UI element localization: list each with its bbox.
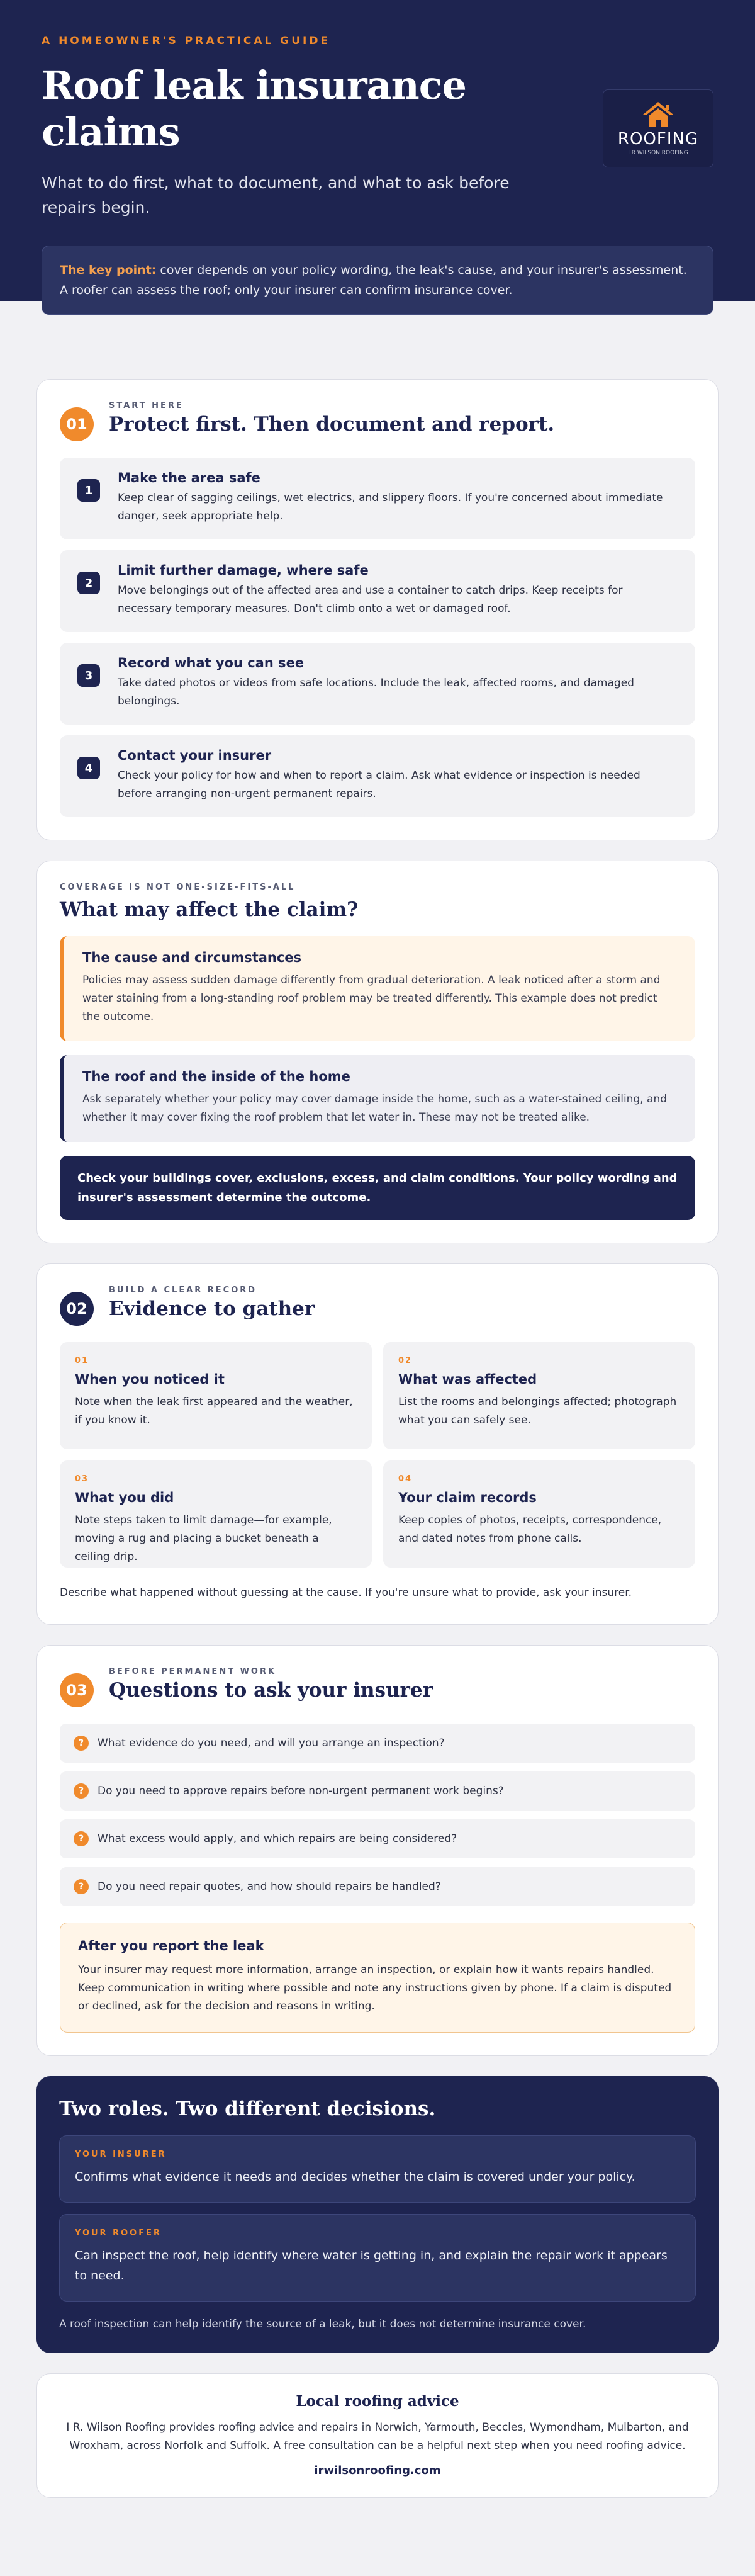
section-protect-first xyxy=(36,379,719,840)
after-report-text: Your insurer may request more information, arrange an inspection, or explain how it wants repairs handled. Keep communication in writing where possible and note any instructions given by phone. If a claim is disputed or declined, ask for the decision and reasons in writing. xyxy=(78,1963,672,2013)
evidence-number: 04 xyxy=(398,1474,413,1484)
question-mark-icon: ? xyxy=(74,1879,89,1894)
section-title: Protect first. Then document and report. xyxy=(109,413,555,436)
coverage-box-text: Policies may assess sudden damage differently from gradual deterioration. A leak noticed after a storm and water staining from a long-standing roof problem may be treated differently. This example does not predict the outcome. xyxy=(82,974,661,1023)
section-header xyxy=(60,401,695,441)
section-kicker: COVERAGE IS NOT ONE-SIZE-FITS-ALL xyxy=(60,883,296,892)
evidence-text: List the rooms and belongings affected; photograph what you can safely see. xyxy=(398,1396,677,1426)
coverage-box-title: The cause and circumstances xyxy=(82,950,302,965)
page-title: Roof leak insurance claims xyxy=(42,62,466,155)
question-item xyxy=(60,1724,695,1763)
section-title: What may affect the claim? xyxy=(60,898,359,921)
coverage-box-text: Ask separately whether your policy may cover damage inside the home, such as a water-stained ceiling, and whether it may cover fixing the roof problem that let water in. These may not be treated alike. xyxy=(82,1093,668,1124)
roles-note: A roof inspection can help identify the source of a leak, but it does not determine insurance cover. xyxy=(59,2318,586,2330)
after-report-box xyxy=(60,1923,695,2033)
evidence-item xyxy=(60,1342,372,1449)
step-text: Move belongings out of the affected area and use a container to catch drips. Keep receipts for necessary temporary measures. Don't climb onto a wet or damaged roof. xyxy=(118,584,623,615)
evidence-item xyxy=(383,1342,695,1449)
step-item xyxy=(60,550,695,632)
role-insurer xyxy=(59,2135,696,2203)
local-text: I R. Wilson Roofing provides roofing advice and repairs in Norwich, Yarmouth, Beccles, Wymondham, Mulbarton, and Wroxham, across Norfolk and Suffolk. A free consultation can be a helpful next step when you need roofing advice. xyxy=(66,2421,689,2452)
step-text: Check your policy for how and when to report a claim. Ask what evidence or inspection is needed before arranging non-urgent permanent repairs. xyxy=(118,769,640,800)
section-evidence xyxy=(36,1263,719,1625)
question-text: Do you need repair quotes, and how should repairs be handled? xyxy=(98,1880,441,1893)
logo-tagline: I R WILSON ROOFING xyxy=(628,150,688,156)
step-item xyxy=(60,643,695,725)
question-mark-icon: ? xyxy=(74,1736,89,1751)
key-point-callout xyxy=(42,246,713,315)
step-item xyxy=(60,735,695,817)
step-number: 1 xyxy=(77,479,100,502)
house-roof-icon xyxy=(640,101,676,128)
key-point-label: The key point: xyxy=(60,263,157,277)
section-kicker: BUILD A CLEAR RECORD xyxy=(109,1285,257,1295)
website-link[interactable]: irwilsonroofing.com xyxy=(314,2464,441,2477)
evidence-text: Keep copies of photos, receipts, correspondence, and dated notes from phone calls. xyxy=(398,1514,662,1545)
evidence-number: 02 xyxy=(398,1356,413,1365)
step-title: Make the area safe xyxy=(118,470,260,485)
logo-wordmark: ROOFING xyxy=(617,130,699,149)
coverage-banner: Check your buildings cover, exclusions, excess, and claim conditions. Your policy wording and insurer's assessment determine the outcome. xyxy=(60,1156,695,1220)
page-subtitle: What to do first, what to document, and what to ask before repairs begin. xyxy=(42,174,510,217)
question-mark-icon: ? xyxy=(74,1831,89,1846)
step-title: Limit further damage, where safe xyxy=(118,563,369,578)
step-item xyxy=(60,458,695,539)
local-title: Local roofing advice xyxy=(296,2393,459,2410)
evidence-title: Your claim records xyxy=(398,1490,537,1505)
company-logo xyxy=(603,89,713,167)
section-header xyxy=(60,1285,695,1326)
section-two-roles xyxy=(36,2076,719,2353)
role-label: YOUR ROOFER xyxy=(75,2229,162,2238)
step-title: Contact your insurer xyxy=(118,748,272,763)
question-item xyxy=(60,1867,695,1906)
evidence-item xyxy=(383,1460,695,1568)
steps-list xyxy=(60,458,695,817)
section-coverage xyxy=(36,861,719,1243)
main-content xyxy=(0,301,755,2498)
step-text: Keep clear of sagging ceilings, wet electrics, and slippery floors. If you're concerned about immediate danger, seek appropriate help. xyxy=(118,492,663,523)
page-header xyxy=(0,0,755,301)
question-mark-icon: ? xyxy=(74,1783,89,1799)
section-questions xyxy=(36,1645,719,2056)
coverage-home-box xyxy=(60,1055,695,1142)
evidence-title: What you did xyxy=(75,1490,174,1505)
question-text: What excess would apply, and which repairs are being considered? xyxy=(98,1833,457,1845)
section-number-badge: 03 xyxy=(60,1673,94,1707)
question-item xyxy=(60,1771,695,1811)
role-text: Can inspect the roof, help identify where water is getting in, and explain the repair work it appears to need. xyxy=(75,2249,668,2283)
step-number: 3 xyxy=(77,664,100,687)
questions-list xyxy=(60,1724,695,1906)
role-text: Confirms what evidence it needs and decides whether the claim is covered under your policy. xyxy=(75,2170,635,2184)
evidence-grid xyxy=(60,1342,695,1568)
section-kicker: START HERE xyxy=(109,401,184,410)
key-point-text: cover depends on your policy wording, the leak's cause, and your insurer's assessment. A roofer can assess the roof; only your insurer can confirm insurance cover. xyxy=(60,263,687,297)
section-title: Questions to ask your insurer xyxy=(109,1679,433,1702)
role-label: YOUR INSURER xyxy=(75,2150,167,2159)
question-item xyxy=(60,1819,695,1858)
section-title: Evidence to gather xyxy=(109,1297,315,1320)
evidence-number: 01 xyxy=(75,1356,89,1365)
coverage-cause-box xyxy=(60,936,695,1041)
step-number: 2 xyxy=(77,572,100,594)
evidence-number: 03 xyxy=(75,1474,89,1484)
section-number-badge: 01 xyxy=(60,407,94,441)
evidence-text: Note when the leak first appeared and the weather, if you know it. xyxy=(75,1396,353,1426)
evidence-item xyxy=(60,1460,372,1568)
coverage-box-title: The roof and the inside of the home xyxy=(82,1069,350,1084)
section-kicker: BEFORE PERMANENT WORK xyxy=(109,1667,277,1676)
evidence-title: What was affected xyxy=(398,1372,537,1387)
role-roofer xyxy=(59,2214,696,2302)
question-text: What evidence do you need, and will you arrange an inspection? xyxy=(98,1737,445,1749)
question-text: Do you need to approve repairs before non-urgent permanent work begins? xyxy=(98,1785,504,1797)
after-report-title: After you report the leak xyxy=(78,1938,264,1953)
section-local-advice xyxy=(36,2373,719,2498)
step-title: Record what you can see xyxy=(118,655,305,670)
step-number: 4 xyxy=(77,757,100,779)
evidence-title: When you noticed it xyxy=(75,1372,225,1387)
header-eyebrow: A HOMEOWNER'S PRACTICAL GUIDE xyxy=(42,35,331,47)
section-number-badge: 02 xyxy=(60,1292,94,1326)
evidence-note: Describe what happened without guessing at the cause. If you're unsure what to provide, ask your insurer. xyxy=(60,1586,632,1599)
step-text: Take dated photos or videos from safe locations. Include the leak, affected rooms, and damaged belongings. xyxy=(118,677,634,708)
section-title: Two roles. Two different decisions. xyxy=(59,2098,436,2120)
section-header xyxy=(60,1667,695,1707)
evidence-text: Note steps taken to limit damage—for example, moving a rug and placing a bucket beneath a ceiling drip. xyxy=(75,1514,332,1563)
